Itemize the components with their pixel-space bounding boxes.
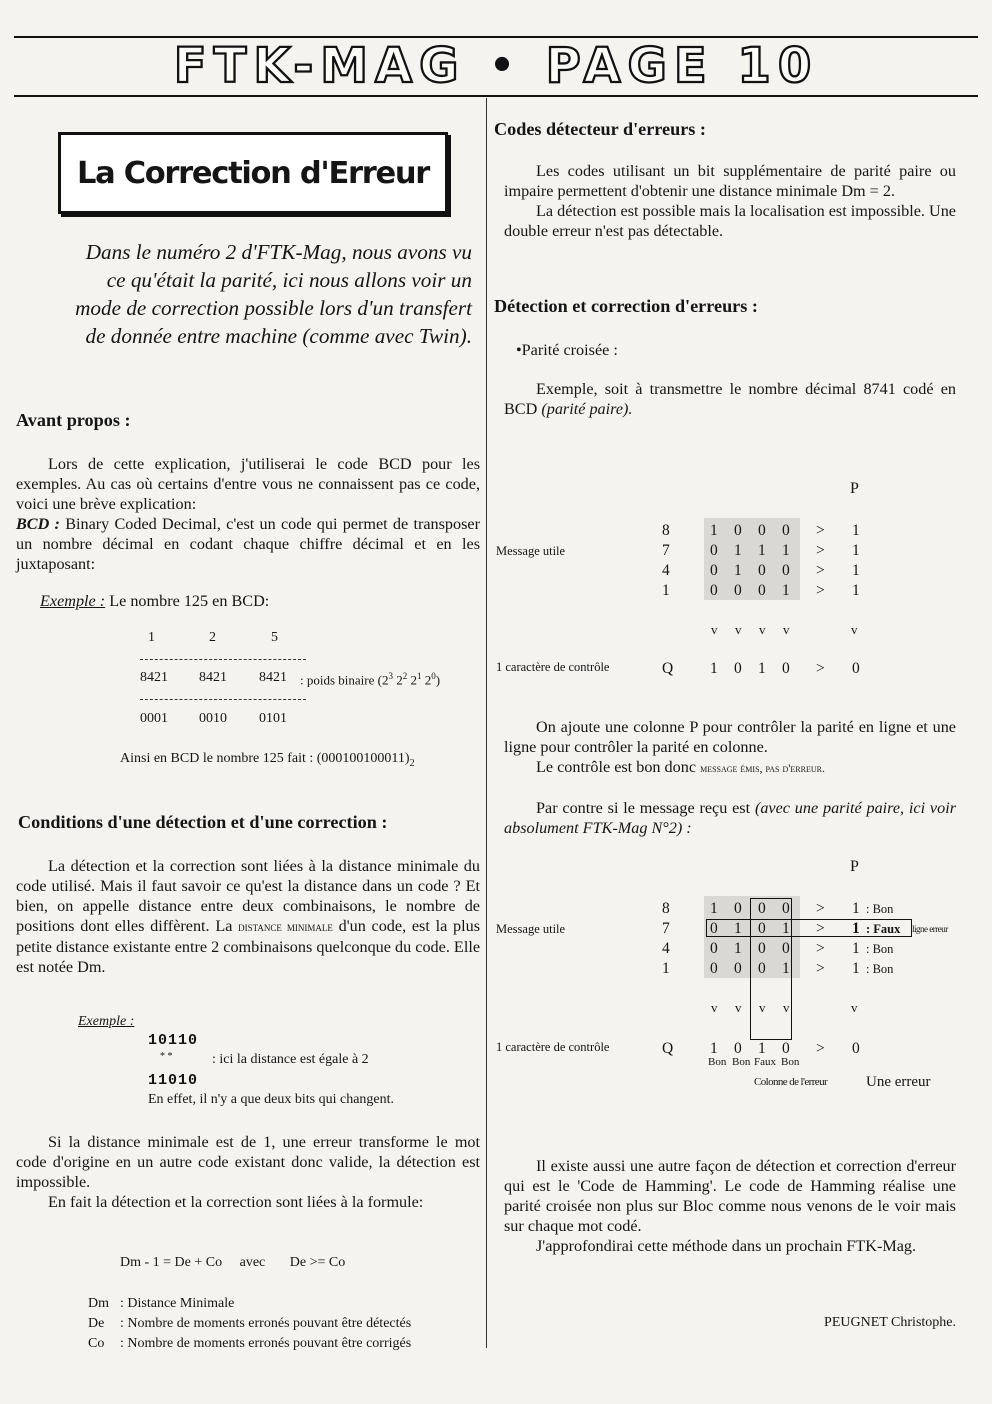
control-label: 1 caractère de contrôle	[496, 1040, 610, 1054]
decimal-digit: 7	[662, 542, 670, 559]
def-key: Co	[88, 1336, 105, 1351]
def-value: : Nombre de moments erronés pouvant être détectés	[120, 1316, 412, 1331]
detection-p3	[504, 757, 956, 778]
arrow-sign: >	[816, 542, 825, 559]
digit: 2	[209, 630, 216, 645]
row-parity: 1	[852, 900, 860, 917]
bit-cell: 0	[710, 582, 718, 599]
def-key: Dm	[88, 1296, 109, 1311]
bit-cell: 1	[710, 900, 718, 917]
distance-example-label: Exemple :	[78, 1014, 135, 1029]
exp: 3	[388, 671, 393, 681]
term-distance-minimale: distance minimale	[238, 919, 333, 934]
bcd-example-table	[140, 630, 480, 730]
bcd-result-text: Ainsi en BCD le nombre 125 fait : (000100100011)	[120, 751, 410, 766]
bit-cell: 0	[734, 522, 742, 539]
weights-note: : poids binaire ($2^3$ $2^2$ $2^1$ $2^0$)	[300, 671, 441, 688]
left-column	[16, 100, 480, 1350]
bcd-def: Binary Coded Decimal, c'est un code qui permet de transposer un nombre décimal en codant chaque chiffre décimal et en les juxtaposant:	[16, 515, 480, 573]
detection-explain	[504, 717, 956, 778]
bit-cell: 0	[758, 920, 766, 937]
bcd-code: 0101	[259, 711, 287, 726]
bcd-code: 0010	[199, 711, 227, 726]
check-marker: v	[735, 1000, 742, 1015]
control-label: 1 caractère de contrôle	[496, 660, 610, 674]
parity-column-header: P	[850, 480, 859, 497]
col-status: Faux	[754, 1056, 776, 1068]
row-parity: 1	[852, 960, 860, 977]
bit-cell: 0	[758, 900, 766, 917]
error-column-label: Colonne de l'erreur	[754, 1076, 828, 1088]
check-marker: v	[851, 1000, 858, 1015]
detection-p1-text: Exemple, soit à transmettre le nombre décimal 8741 codé en BCD	[504, 380, 956, 418]
bit-cell: 1	[734, 542, 742, 559]
control-bit: 1	[710, 1040, 718, 1057]
arrow-sign: >	[816, 900, 825, 917]
check-marker: v	[783, 622, 790, 637]
hamming-p1: Il existe aussi une autre façon de détection et correction d'erreur qui est le 'Code de Hamming'. Le code de Hamming réalise une parité croisée non plus sur Bloc comme nous venons de le voir mais sur chaque mot codé.	[504, 1157, 956, 1235]
definition-row	[88, 1314, 488, 1334]
decimal-digit: 1	[662, 960, 670, 977]
arrow-sign: >	[816, 660, 825, 677]
conditions-p1	[16, 856, 480, 977]
col-status: Bon	[781, 1056, 800, 1068]
codes-body	[504, 161, 956, 241]
bit-cell: 0	[710, 920, 718, 937]
distance-explain: En effet, il n'y a que deux bits qui changent.	[148, 1092, 395, 1107]
row-parity: 1	[852, 940, 860, 957]
bit-cell: 0	[710, 562, 718, 579]
detection-p4	[504, 798, 956, 838]
bit-cell: 0	[734, 582, 742, 599]
masthead-title: FTK-MAG	[173, 38, 466, 94]
parity-bullet: •Parité croisée :	[516, 341, 618, 359]
digit: 1	[148, 630, 155, 645]
codes-p1: Les codes utilisant un bit supplémentaire de parité paire ou impaire permettent d'obtenir une distance minimale Dm = 2.	[504, 162, 956, 200]
bit-cell: 0	[710, 960, 718, 977]
arrow-sign: >	[816, 562, 825, 579]
check-marker: v	[711, 622, 718, 637]
check-marker: v	[783, 1000, 790, 1015]
control-bit: 1	[758, 660, 766, 677]
bit-cell: 1	[758, 542, 766, 559]
bit-cell: 0	[758, 582, 766, 599]
weight: 8421	[140, 670, 168, 685]
bit-cell: 0	[734, 960, 742, 977]
avant-p1: Lors de cette explication, j'utiliserai le code BCD pour les exemples. Au cas où certains d'entre vous ne connaissent pas ce code, voici une brève explication:	[16, 455, 480, 513]
bit-cell: 1	[734, 920, 742, 937]
formula-text: Dm - 1 = De + Co	[120, 1255, 223, 1270]
control-parity: 0	[852, 1040, 860, 1057]
right-column	[494, 100, 956, 1350]
definition-row	[88, 1334, 488, 1354]
def-key: De	[88, 1316, 105, 1331]
masthead-separator: •	[489, 43, 522, 89]
arrow-sign: >	[816, 940, 825, 957]
message-ok: message émis, pas d'erreur.	[700, 761, 825, 775]
diff-markers: * *	[160, 1051, 173, 1062]
exp: 0	[431, 671, 436, 681]
bit-cell: 0	[782, 900, 790, 917]
decimal-digit: 7	[662, 920, 670, 937]
col-status: Bon	[708, 1056, 727, 1068]
arrow-sign: >	[816, 522, 825, 539]
bit-cell: 0	[758, 562, 766, 579]
bit-cell: 0	[734, 900, 742, 917]
row-status: : Faux	[866, 922, 901, 936]
avant-body	[16, 454, 480, 574]
check-marker: v	[735, 622, 742, 637]
bit-cell: 0	[758, 522, 766, 539]
parity-column-header: P	[850, 858, 859, 875]
bcd-example-text: Le nombre 125 en BCD:	[105, 592, 270, 610]
codes-p2: La détection est possible mais la localisation est impossible. Une double erreur n'est pas détectable.	[504, 202, 956, 240]
check-marker: v	[851, 622, 858, 637]
decimal-digit: 8	[662, 522, 670, 539]
row-status: : Bon	[866, 962, 894, 976]
conditions-body	[16, 1132, 480, 1212]
weight: 8421	[259, 670, 287, 685]
distance-example	[78, 1014, 478, 1124]
detection-p1-italic: (parité paire).	[541, 400, 633, 418]
base-subscript: 2	[409, 757, 415, 769]
detection-p3-text: Le contrôle est bon donc	[536, 758, 701, 776]
bit-cell: 1	[782, 542, 790, 559]
bcd-result	[120, 751, 415, 769]
bit-cell: 0	[710, 542, 718, 559]
masthead-rule	[14, 95, 978, 97]
definitions	[88, 1294, 488, 1354]
decimal-digit: 4	[662, 562, 670, 579]
arrow-sign: >	[816, 920, 825, 937]
bit-cell: 1	[710, 522, 718, 539]
arrow-sign: >	[816, 1040, 825, 1057]
bcd-definition	[16, 514, 480, 574]
conditions-p1a: La détection et la correction sont liées à la distance minimale du code utilisé. Mais il faut savoir ce qu'est la distance dans un code ? Et bien, on appelle distance entre deux combinaisons, le nombre de positions dont elles diffèrent. La	[16, 857, 480, 935]
control-q: Q	[662, 660, 674, 677]
conditions-p1b: d'un code, est la plus petite distance existante entre 2 combinaisons quelconque du code. Elle est notée Dm.	[16, 917, 480, 976]
row-status: : Bon	[866, 902, 894, 916]
parity-table-1	[494, 478, 956, 688]
bcd-term: BCD :	[16, 515, 60, 533]
control-bit: 1	[758, 1040, 766, 1057]
bit-cell: 0	[782, 562, 790, 579]
bit-cell: 0	[758, 960, 766, 977]
bit-cell: 0	[758, 940, 766, 957]
bit-cell: 0	[782, 940, 790, 957]
check-marker: v	[759, 1000, 766, 1015]
decimal-digit: 4	[662, 940, 670, 957]
article-title: La Correction d'Erreur	[58, 132, 448, 214]
formula-avec: avec	[239, 1255, 266, 1270]
detection-p4-italic: (avec une parité paire, ici voir absolument FTK-Mag N°2) :	[504, 799, 956, 837]
bit-cell: 0	[710, 940, 718, 957]
bcd-example-label: Exemple :	[40, 592, 106, 610]
row-parity: 1	[852, 920, 860, 937]
author-signature: PEUGNET Christophe.	[824, 1315, 956, 1330]
check-marker: v	[711, 1000, 718, 1015]
intro-text: Dans le numéro 2 d'FTK-Mag, nous avons vu ce qu'était la parité, ici nous allons voir un mode de correction possible lors d'un transfert de donnée entre machine (comme avec Twin).	[75, 240, 472, 348]
row-status: : Bon	[866, 942, 894, 956]
exp: 2	[402, 671, 408, 681]
message-label: Message utile	[496, 544, 566, 558]
control-q: Q	[662, 1040, 674, 1057]
definition-row	[88, 1294, 488, 1314]
conditions-heading: Conditions d'une détection et d'une correction :	[18, 812, 388, 832]
exp: 1	[416, 671, 422, 681]
detection-p2: On ajoute une colonne P pour contrôler la parité en ligne et une ligne pour contrôler la parité en colonne.	[504, 718, 956, 756]
weights-note-text: : poids binaire (2	[300, 672, 389, 688]
detection-heading: Détection et correction d'erreurs :	[494, 296, 758, 316]
def-value: : Distance Minimale	[120, 1296, 235, 1311]
arrow-sign: >	[816, 960, 825, 977]
column-divider	[486, 98, 487, 1348]
control-bit: 0	[782, 1040, 790, 1057]
formula-condition: De >= Co	[289, 1255, 346, 1270]
control-parity: 0	[852, 660, 860, 677]
control-bit: 0	[782, 660, 790, 677]
hamming-section	[504, 1156, 956, 1256]
parity-table-2	[494, 856, 956, 1096]
error-row-label: ligne erreur	[912, 924, 948, 934]
def-value: : Nombre de moments erronés pouvant être corrigés	[120, 1336, 412, 1351]
avant-heading: Avant propos :	[16, 410, 131, 430]
conditions-p3: En fait la détection et la correction sont liées à la formule:	[48, 1193, 424, 1211]
codeword-1: 10110	[148, 1032, 199, 1049]
row-parity: 1	[852, 582, 860, 599]
control-bit: 1	[710, 660, 718, 677]
formula	[120, 1255, 345, 1271]
bcd-code: 0001	[140, 711, 168, 726]
bit-cell: 1	[734, 562, 742, 579]
row-parity: 1	[852, 522, 860, 539]
bit-cell: 1	[782, 960, 790, 977]
message-label: Message utile	[496, 922, 566, 936]
row-parity: 1	[852, 542, 860, 559]
bit-cell: 1	[782, 920, 790, 937]
bit-cell: 1	[734, 940, 742, 957]
bit-cell: 1	[782, 582, 790, 599]
dashed-rule	[140, 699, 306, 700]
one-error-label: Une erreur	[866, 1074, 931, 1090]
detection-p4-text: Par contre si le message reçu est	[536, 799, 755, 817]
codeword-2: 11010	[148, 1072, 199, 1089]
bit-cell: 0	[782, 522, 790, 539]
dashed-rule	[140, 659, 306, 660]
masthead	[14, 38, 978, 94]
check-marker: v	[759, 622, 766, 637]
control-bit: 0	[734, 1040, 742, 1057]
weight: 8421	[199, 670, 227, 685]
row-parity: 1	[852, 562, 860, 579]
masthead-page: PAGE 10	[545, 38, 819, 94]
col-status: Bon	[732, 1056, 751, 1068]
codes-heading: Codes détecteur d'erreurs :	[494, 119, 706, 139]
hamming-p2: J'approfondirai cette méthode dans un prochain FTK-Mag.	[536, 1237, 917, 1255]
detection-p1	[504, 379, 956, 419]
digit: 5	[271, 630, 278, 645]
bcd-example	[40, 591, 269, 611]
arrow-sign: >	[816, 582, 825, 599]
distance-note: : ici la distance est égale à 2	[212, 1052, 369, 1067]
decimal-digit: 8	[662, 900, 670, 917]
conditions-p2: Si la distance minimale est de 1, une erreur transforme le mot code d'origine en un autre code existant donc valide, la détection est impossible.	[16, 1133, 480, 1191]
control-bit: 0	[734, 660, 742, 677]
decimal-digit: 1	[662, 582, 670, 599]
